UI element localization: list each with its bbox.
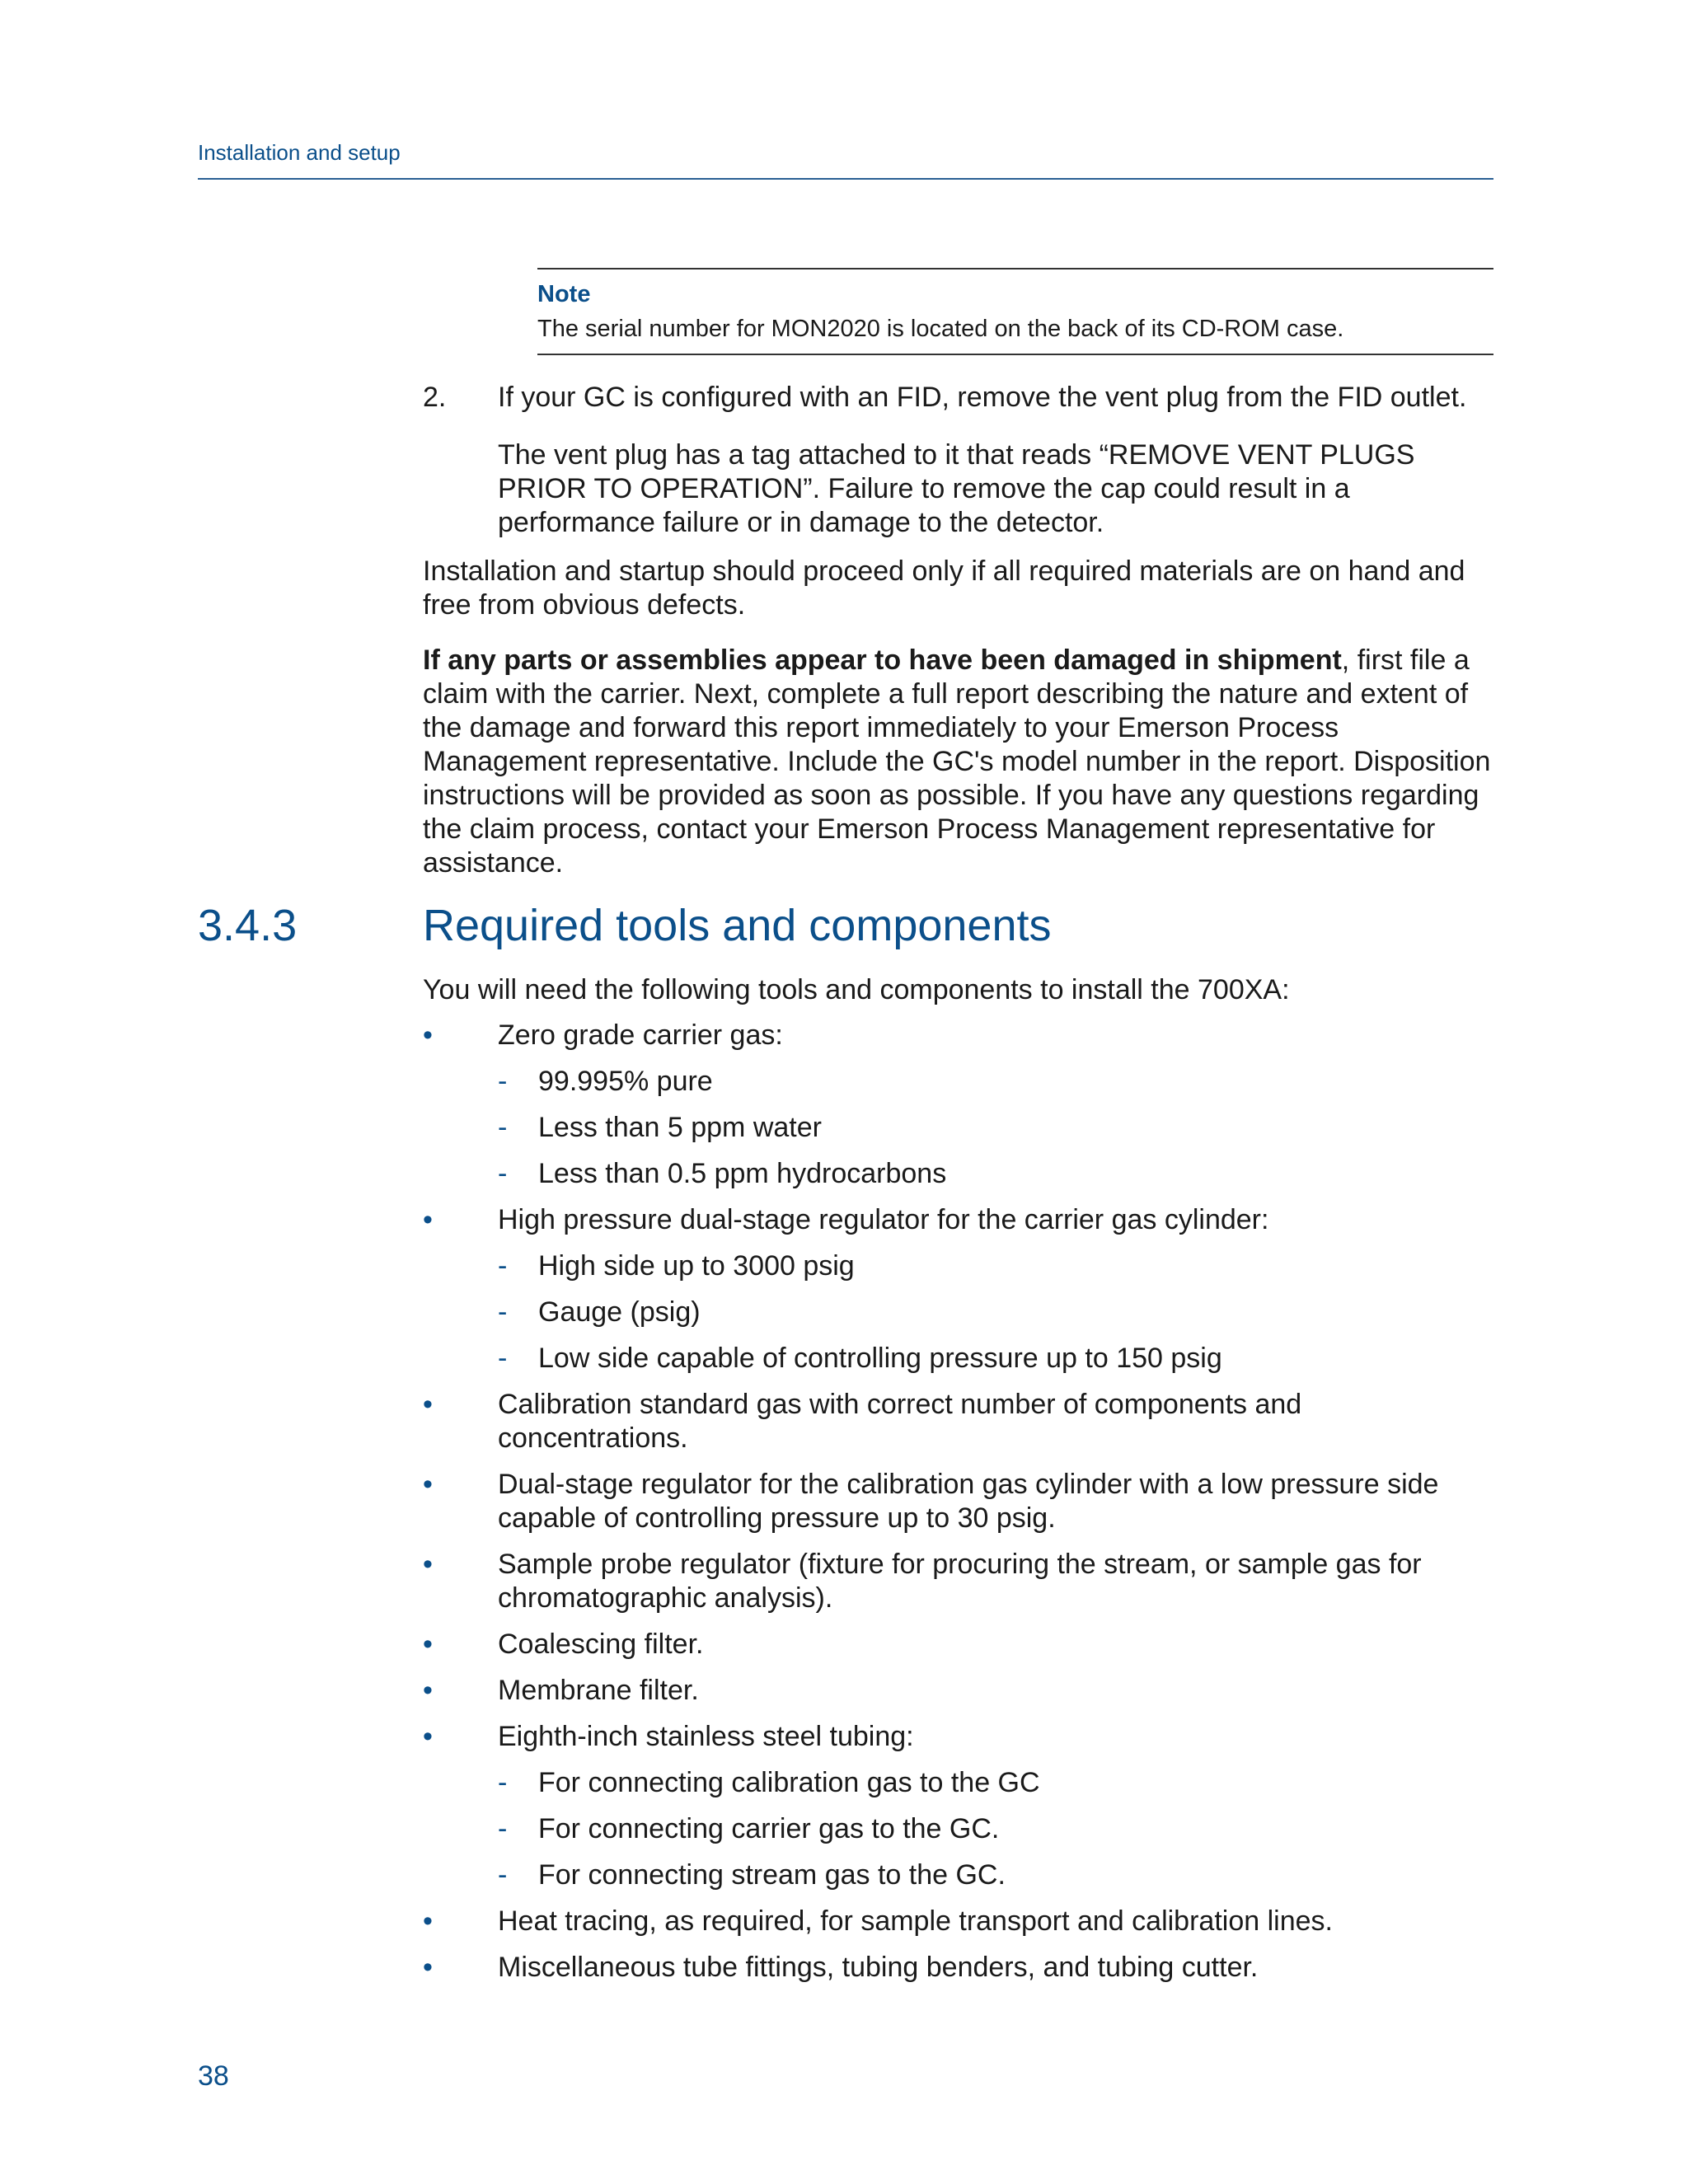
list-item bbox=[423, 1951, 1494, 1985]
sub-list-item bbox=[498, 1065, 1494, 1099]
step-text: If your GC is configured with an FID, remove the vent plug from the FID outlet. bbox=[498, 382, 1467, 413]
bullet-icon: • bbox=[423, 1952, 433, 1983]
sub-list-item bbox=[498, 1342, 1494, 1376]
bullet-icon: • bbox=[423, 1019, 433, 1051]
list-item-text: Coalescing filter. bbox=[498, 1629, 704, 1660]
dash-icon: - bbox=[498, 1112, 508, 1143]
note-title: Note bbox=[537, 281, 591, 307]
list-item bbox=[423, 1019, 1494, 1191]
dash-icon: - bbox=[498, 1066, 508, 1097]
bullet-icon: • bbox=[423, 1389, 433, 1420]
damage-text: , first file a claim with the carrier. Next, complete a full report describing the nature and extent of the damage and forward this report immediately to your Emerson Process Management representative. Include the GC's model number in the report. Disposition instructions will be provided as soon as possible. If you have any questions regarding the claim process, contact your Emerson Process Management representative for assistance. bbox=[423, 644, 1491, 879]
dash-icon: - bbox=[498, 1296, 508, 1328]
dash-icon: - bbox=[498, 1767, 508, 1798]
step-detail: The vent plug has a tag attached to it that reads “REMOVE VENT PLUGS PRIOR TO OPERATION”. Failure to remove the cap could result in a performance failure or in damage to the detector. bbox=[498, 439, 1415, 538]
sub-list-item-text: High side up to 3000 psig bbox=[538, 1250, 855, 1282]
bullet-icon: • bbox=[423, 1469, 433, 1500]
step-content bbox=[498, 381, 1487, 564]
dash-icon: - bbox=[498, 1813, 508, 1844]
sub-list-item bbox=[498, 1766, 1494, 1800]
sub-list-item-text: Low side capable of controlling pressure up to 150 psig bbox=[538, 1343, 1222, 1374]
dash-icon: - bbox=[498, 1859, 508, 1891]
list-item bbox=[423, 1674, 1494, 1708]
sub-list-item bbox=[498, 1249, 1494, 1283]
sub-list-item bbox=[498, 1858, 1494, 1892]
sub-list bbox=[498, 1766, 1494, 1892]
bullet-icon: • bbox=[423, 1721, 433, 1752]
list-item bbox=[423, 1720, 1494, 1892]
dash-icon: - bbox=[498, 1343, 508, 1374]
list-item bbox=[423, 1388, 1494, 1455]
sub-list-item bbox=[498, 1296, 1494, 1329]
page-number: 38 bbox=[198, 2060, 229, 2092]
list-item-text: Heat tracing, as required, for sample transport and calibration lines. bbox=[498, 1905, 1333, 1937]
step-number: 2. bbox=[423, 382, 447, 413]
header-divider bbox=[198, 178, 1493, 180]
sub-list-item-text: For connecting stream gas to the GC. bbox=[538, 1859, 1006, 1891]
list-item-text: Miscellaneous tube fittings, tubing benders, and tubing cutter. bbox=[498, 1952, 1259, 1983]
sub-list-item-text: 99.995% pure bbox=[538, 1066, 713, 1097]
list-item-text: Zero grade carrier gas: bbox=[498, 1019, 783, 1051]
list-item-text: Eighth-inch stainless steel tubing: bbox=[498, 1721, 914, 1752]
note-box bbox=[537, 268, 1493, 355]
sub-list-item-text: Less than 0.5 ppm hydrocarbons bbox=[538, 1158, 947, 1189]
running-header: Installation and setup bbox=[198, 140, 401, 165]
bullet-icon: • bbox=[423, 1549, 433, 1580]
bullet-icon: • bbox=[423, 1629, 433, 1660]
tools-list bbox=[423, 1019, 1494, 1997]
dash-icon: - bbox=[498, 1158, 508, 1189]
bullet-icon: • bbox=[423, 1905, 433, 1937]
list-item-text: Sample probe regulator (fixture for procuring the stream, or sample gas for chromatographic analysis). bbox=[498, 1549, 1422, 1614]
sub-list-item-text: For connecting calibration gas to the GC bbox=[538, 1767, 1040, 1798]
list-item bbox=[423, 1548, 1494, 1615]
note-text: The serial number for MON2020 is located on the back of its CD-ROM case. bbox=[537, 316, 1344, 342]
damage-bold-text: If any parts or assemblies appear to have been damaged in shipment bbox=[423, 644, 1342, 676]
sub-list-item bbox=[498, 1157, 1494, 1191]
list-item-text: High pressure dual-stage regulator for the carrier gas cylinder: bbox=[498, 1204, 1269, 1235]
section-intro: You will need the following tools and components to install the 700XA: bbox=[423, 974, 1290, 1005]
damage-paragraph bbox=[423, 644, 1494, 880]
bullet-icon: • bbox=[423, 1675, 433, 1706]
list-item-text: Dual-stage regulator for the calibration gas cylinder with a low pressure side capable of controlling pressure up to 30 psig. bbox=[498, 1469, 1439, 1534]
sub-list-item-text: For connecting carrier gas to the GC. bbox=[538, 1813, 1000, 1844]
bullet-icon: • bbox=[423, 1204, 433, 1235]
list-item bbox=[423, 1905, 1494, 1938]
sub-list bbox=[498, 1249, 1494, 1376]
install-paragraph: Installation and startup should proceed only if all required materials are on hand and free from obvious defects. bbox=[423, 555, 1465, 621]
list-item-text: Calibration standard gas with correct number of components and concentrations. bbox=[498, 1389, 1302, 1454]
sub-list-item-text: Gauge (psig) bbox=[538, 1296, 701, 1328]
section-title: Required tools and components bbox=[423, 901, 1052, 950]
list-item bbox=[423, 1628, 1494, 1661]
sub-list-item bbox=[498, 1111, 1494, 1145]
sub-list-item-text: Less than 5 ppm water bbox=[538, 1112, 822, 1143]
dash-icon: - bbox=[498, 1250, 508, 1282]
list-item bbox=[423, 1203, 1494, 1376]
sub-list bbox=[498, 1065, 1494, 1191]
list-item bbox=[423, 1468, 1494, 1535]
sub-list-item bbox=[498, 1812, 1494, 1846]
section-number: 3.4.3 bbox=[198, 901, 298, 950]
list-item-text: Membrane filter. bbox=[498, 1675, 699, 1706]
